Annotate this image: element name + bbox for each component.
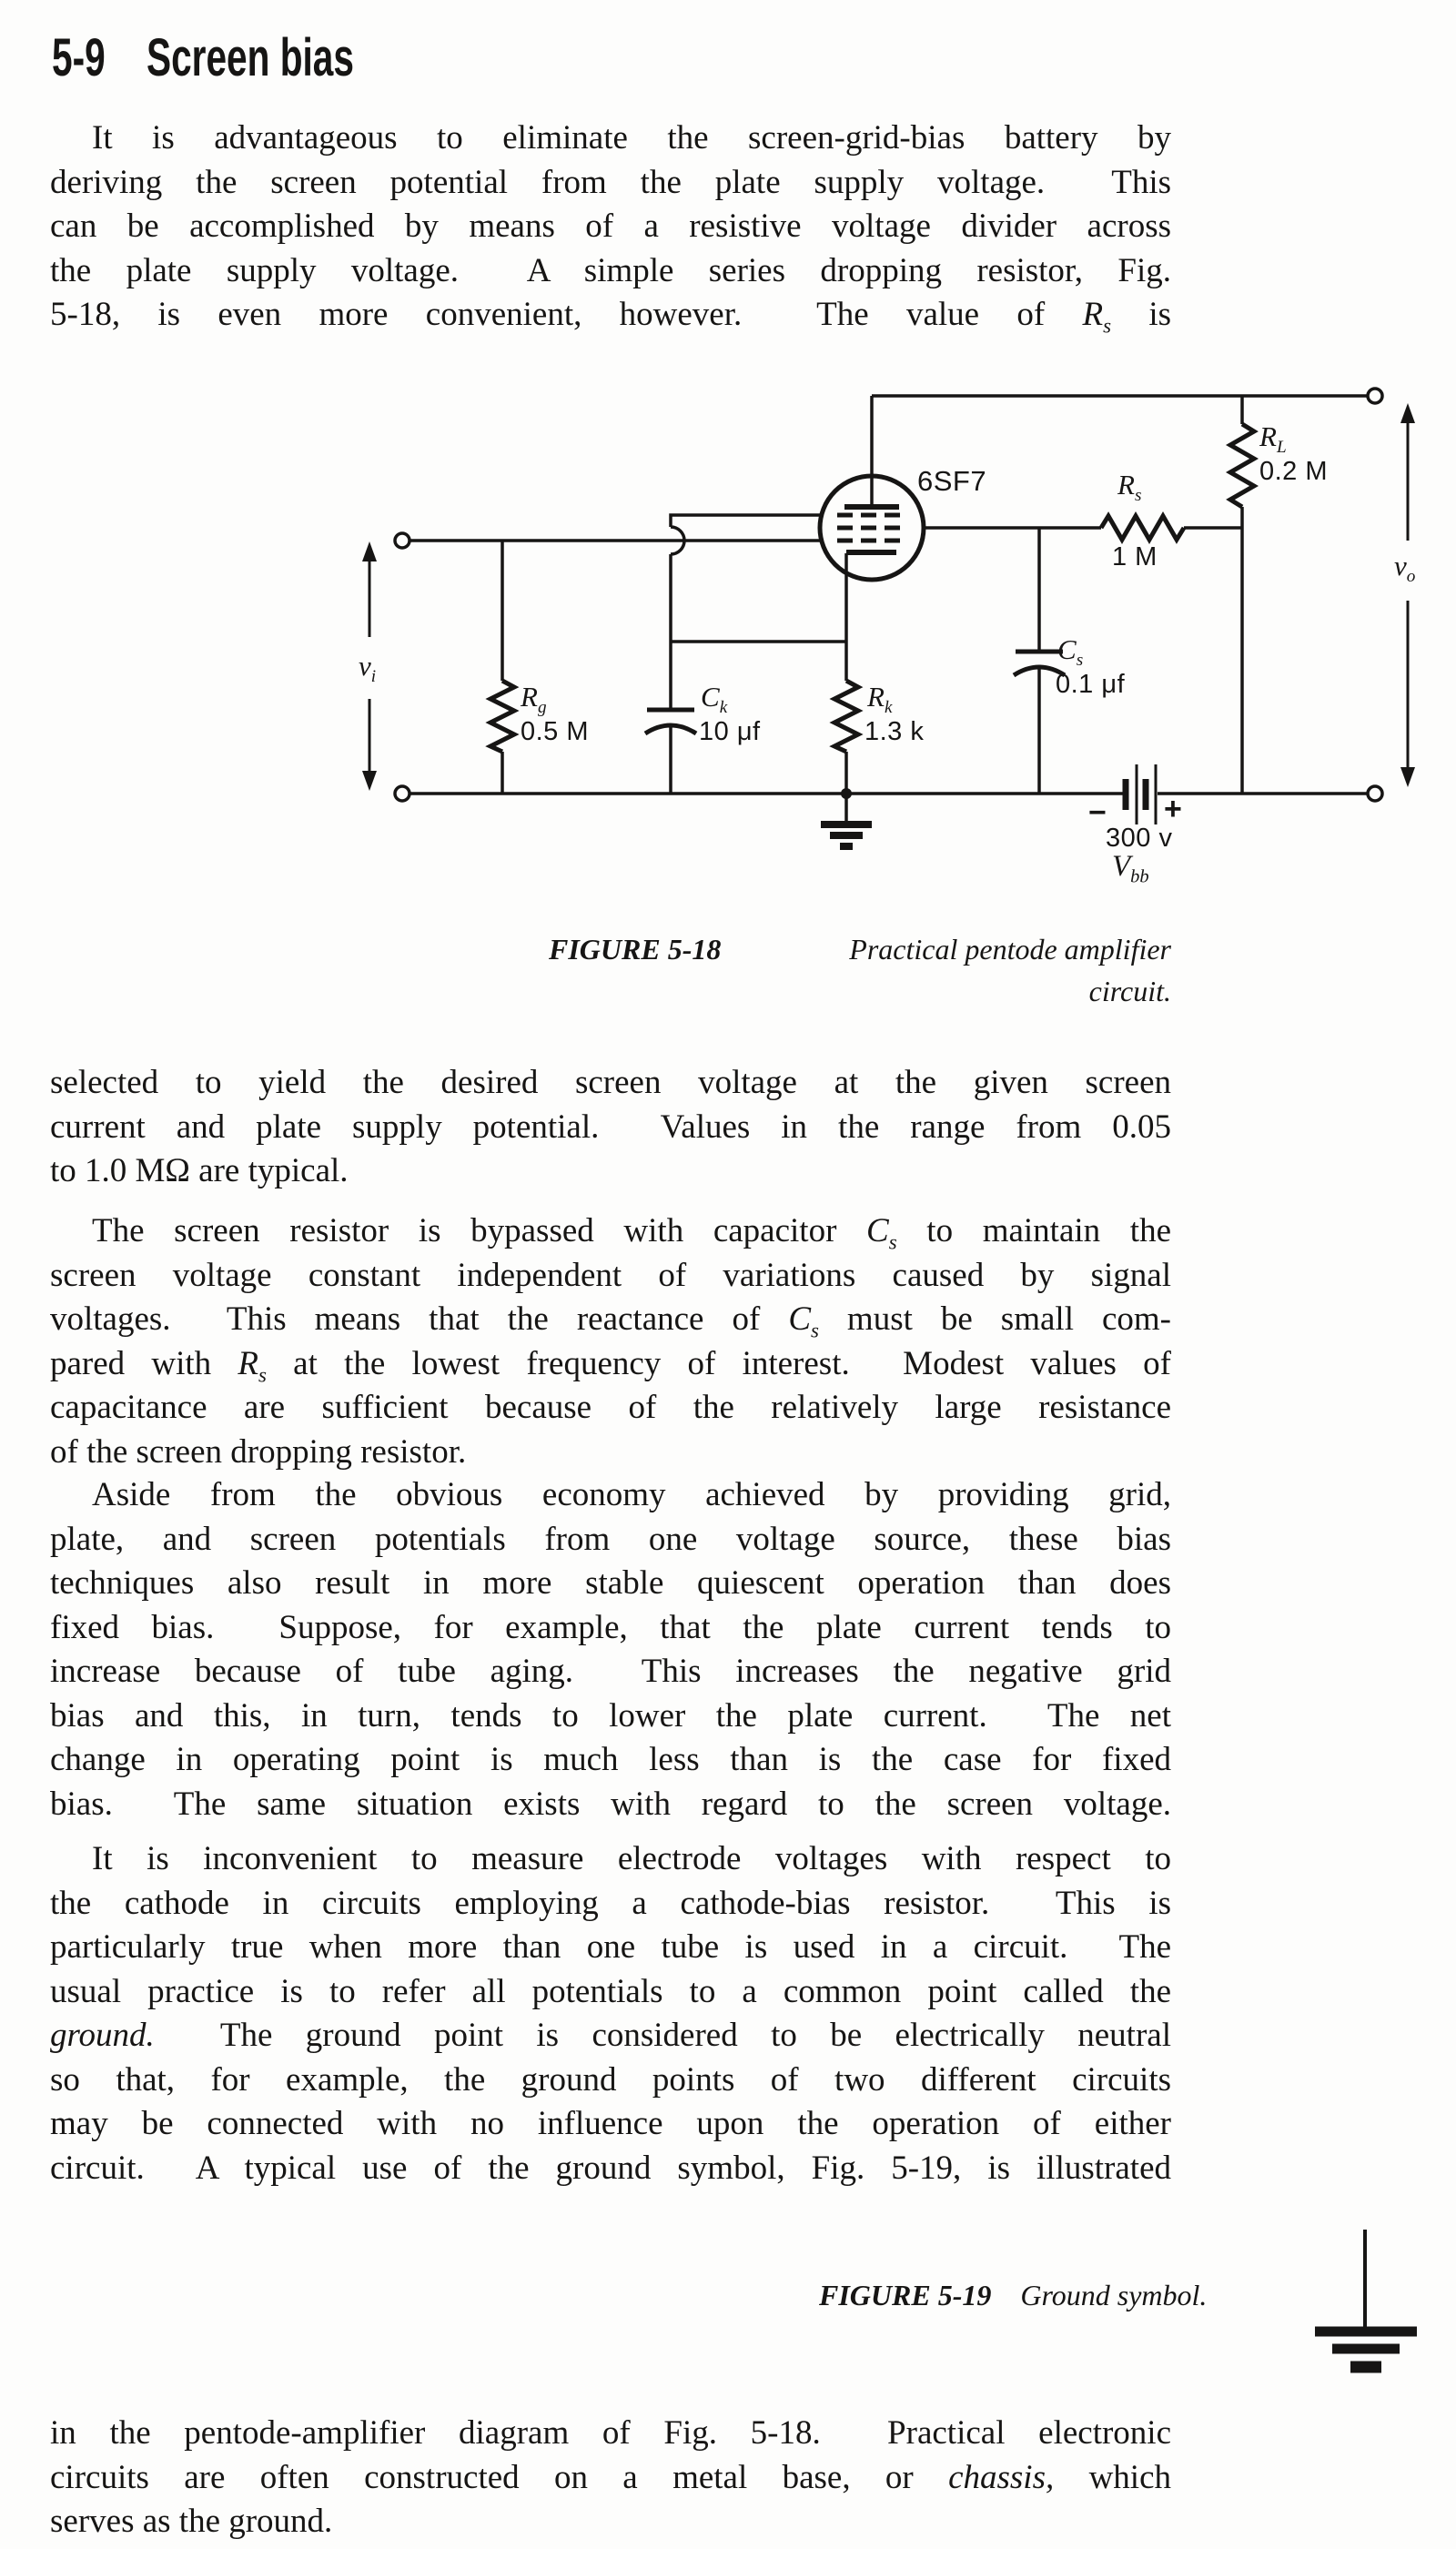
output-terminal-top — [1368, 389, 1382, 403]
battery-name-label: $V_{bb}$ — [1112, 850, 1149, 887]
output-terminal-bottom — [1368, 786, 1382, 801]
figure-5-19-label: FIGURE 5-19 — [819, 2279, 992, 2311]
resistor-RL — [1230, 424, 1254, 507]
text-line: screen voltage constant independent of variations caused by signal — [50, 1256, 1171, 1294]
Rs-name-label: $R_s$ — [1117, 469, 1142, 506]
text-line: The screen resistor is bypassed with capacitor $C_s$ to maintain the — [92, 1212, 1171, 1254]
Cs-name-label: $C_s$ — [1057, 633, 1084, 671]
text-line: the cathode in circuits employing a cathode-bias resistor. This is — [50, 1884, 1171, 1922]
text-line: so that, for example, the ground points of two different circuits — [50, 2060, 1171, 2099]
text-line: circuits are often constructed on a metal base, or chassis, which — [50, 2458, 1171, 2496]
ground-symbol-circuit — [821, 824, 872, 846]
text-line: particularly true when more than one tube is used in a circuit. The — [50, 1928, 1171, 1966]
paragraph — [50, 1209, 1171, 1474]
text-line: of the screen dropping resistor. — [50, 1432, 467, 1471]
paragraph — [50, 1837, 1171, 2190]
tube-label: 6SF7 — [917, 465, 987, 497]
text-line: to 1.0 MΩ are typical. — [50, 1152, 349, 1189]
figure-5-18-caption — [549, 928, 1171, 1012]
battery-symbol — [1126, 764, 1156, 824]
paragraph — [50, 2412, 1171, 2544]
text-line: the plate supply voltage. A simple series dropping resistor, Fig. — [50, 251, 1171, 289]
text-line: It is inconvenient to measure electrode voltages with respect to — [92, 1840, 1171, 1877]
text-line: capacitance are sufficient because of the relatively large resistance — [50, 1389, 1171, 1426]
text-line: techniques also result in more stable quiescent operation than does — [50, 1564, 1171, 1602]
figure-5-18-label: FIGURE 5-18 — [549, 933, 722, 966]
Ck-value-label: 10 μf — [699, 717, 761, 746]
Rg-name-label: $R_g$ — [521, 681, 547, 718]
Rg-value-label: 0.5 M — [521, 717, 590, 746]
wires — [410, 396, 1368, 826]
resistor-Rk — [834, 681, 858, 752]
paragraph — [50, 1061, 1171, 1194]
text-line: bias. The same situation exists with regard to the screen voltage. — [50, 1785, 1171, 1823]
text-line: pared with $R_s$ at the lowest frequency of interest. Modest values of — [50, 1344, 1171, 1386]
battery-minus-sign: − — [1088, 795, 1107, 830]
resistor-Rg — [490, 681, 514, 752]
text-line: 5-18, is even more convenient, however. The value of $R_s$ is — [50, 296, 1171, 338]
text-line: It is advantageous to eliminate the screen-grid-bias battery by — [92, 119, 1171, 157]
Ck-name-label: $C_k$ — [701, 681, 728, 718]
figure-5-18-caption-text2: circuit. — [1088, 975, 1171, 1007]
text-line: voltages. This means that the reactance of $C_s$ must be small com- — [50, 1300, 1171, 1342]
figure-5-18-caption-text: Practical pentode amplifier — [849, 933, 1171, 966]
text-line: may be connected with no influence upon the operation of either — [50, 2105, 1171, 2142]
figure-5-19-caption-text: Ground symbol. — [1020, 2279, 1208, 2311]
input-terminal-bottom — [395, 786, 410, 801]
input-terminal-top — [395, 533, 410, 548]
text-line: serves as the ground. — [50, 2503, 333, 2540]
battery-plus-sign: + — [1164, 792, 1182, 826]
section-title: Screen bias — [147, 28, 354, 87]
text-line: increase because of tube aging. This increases the negative grid — [50, 1653, 1171, 1690]
text-line: change in operating point is much less than is the case for fixed — [50, 1741, 1171, 1778]
ground-symbol-figure — [1315, 2230, 1417, 2367]
text-line: can be accomplished by means of a resistive voltage divider across — [50, 207, 1171, 245]
text-line: ground. The ground point is considered to be electrically neutral — [50, 2017, 1171, 2054]
text-line: fixed bias. Suppose, for example, that the plate current tends to — [50, 1608, 1171, 1646]
RL-name-label: $R_L$ — [1259, 420, 1287, 458]
junction-dot — [841, 788, 852, 799]
text-line: current and plate supply potential. Values in the range from 0.05 — [50, 1108, 1171, 1146]
RL-value-label: 0.2 M — [1259, 457, 1329, 486]
battery-voltage-label: 300 v — [1106, 824, 1173, 853]
paragraph — [50, 1473, 1171, 1826]
text-line: selected to yield the desired screen voltage at the given screen — [50, 1064, 1171, 1101]
resistor-Rs — [1101, 516, 1184, 540]
text-line: bias and this, in turn, tends to lower the plate current. The net — [50, 1696, 1171, 1735]
Rs-value-label: 1 M — [1112, 542, 1158, 572]
text-line: plate, and screen potentials from one voltage source, these bias — [50, 1520, 1171, 1558]
figure-5-19-caption — [819, 2279, 1207, 2312]
text-line: Aside from the obvious economy achieved by providing grid, — [92, 1476, 1171, 1513]
section-number: 5-9 — [52, 28, 106, 87]
Rk-name-label: $R_k$ — [867, 681, 893, 718]
text-line: in the pentode-amplifier diagram of Fig. 5-18. Practical electronic — [50, 2414, 1171, 2452]
text-line: usual practice is to refer all potentials to a common point called the — [50, 1972, 1171, 2010]
input-voltage-label: $v_i$ — [355, 652, 379, 680]
text-line: deriving the screen potential from the plate supply voltage. This — [50, 163, 1171, 201]
Rk-value-label: 1.3 k — [864, 717, 925, 746]
vo-arrow — [1400, 403, 1415, 787]
text-line: circuit. A typical use of the ground symbol, Fig. 5-19, is illustrated — [50, 2149, 1171, 2187]
output-voltage-label: $v_o$ — [1390, 551, 1419, 580]
Cs-value-label: 0.1 μf — [1056, 670, 1126, 699]
